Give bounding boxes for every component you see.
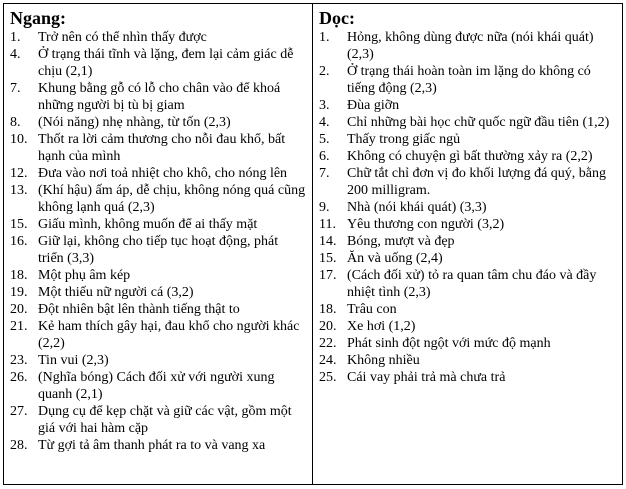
clue-number: 3. [319, 98, 330, 113]
down-clue-item [319, 165, 616, 199]
down-clue-item [319, 335, 616, 352]
clue-text: Trâu con [347, 302, 397, 317]
down-clue-item [319, 352, 616, 369]
clue-text: Từ gợi tả âm thanh phát ra to và vang xa [38, 438, 266, 453]
across-clue-item [10, 284, 306, 301]
down-clue-item [319, 131, 616, 148]
clue-number: 4. [319, 115, 330, 130]
down-title: Dọc: [319, 8, 355, 28]
across-clue-item [10, 165, 306, 182]
clue-text: Phát sinh đột ngột với mức độ mạnh [347, 336, 551, 351]
clue-number: 2. [319, 64, 330, 79]
clue-table [3, 3, 623, 485]
clue-text: Hỏng, không dùng được nữa (nói khái quát) (2,3) [347, 30, 594, 62]
down-clue-item [319, 29, 616, 63]
clue-text: Chỉ những bài học chữ quốc ngữ đầu tiên (1,2) [347, 115, 610, 130]
clue-number: 4. [10, 47, 21, 62]
clue-text: Chữ tắt chỉ đơn vị đo khối lượng đá quý, bằng 200 milligram. [347, 166, 607, 198]
clue-number: 6. [319, 149, 330, 164]
across-clue-item [10, 46, 306, 80]
clue-number: 18. [319, 302, 337, 317]
clue-text: Dụng cụ để kẹp chặt và giữ các vật, gồm một giá với hai hàm cặp [38, 404, 292, 436]
across-clue-item [10, 403, 306, 437]
clue-text: Không có chuyện gì bất thường xảy ra (2,2) [347, 149, 593, 164]
down-column [313, 4, 622, 484]
clue-text: Không nhiều [347, 353, 420, 368]
clue-number: 23. [10, 353, 28, 368]
clue-text: Bóng, mượt và đẹp [347, 234, 455, 249]
clue-number: 28. [10, 438, 28, 453]
clue-text: Khung bằng gỗ có lỗ cho chân vào để khoá những người bị tù bị giam [38, 81, 281, 113]
clue-text: Ăn và uống (2,4) [347, 251, 443, 266]
clue-text: Trở nên có thể nhìn thấy được [38, 30, 207, 45]
clue-text: Đột nhiên bật lên thành tiếng thật to [38, 302, 240, 317]
across-clue-item [10, 301, 306, 318]
clue-number: 7. [10, 81, 21, 96]
across-clue-item [10, 437, 306, 454]
down-clue-item [319, 369, 616, 386]
clue-number: 1. [319, 30, 330, 45]
across-clue-item [10, 318, 306, 352]
across-clue-list [10, 29, 306, 454]
clue-text: Thốt ra lời cảm thương cho nỗi đau khổ, bất hạnh của mình [38, 132, 286, 164]
across-clue-item [10, 216, 306, 233]
clue-number: 26. [10, 370, 28, 385]
clue-text: Một phụ âm kép [38, 268, 131, 283]
across-clue-item [10, 131, 306, 165]
clue-number: 25. [319, 370, 337, 385]
down-clue-item [319, 267, 616, 301]
down-clue-item [319, 318, 616, 335]
down-clue-item [319, 250, 616, 267]
clue-text: Xe hơi (1,2) [347, 319, 416, 334]
clue-number: 24. [319, 353, 337, 368]
across-clue-item [10, 114, 306, 131]
clue-text: (Nói năng) nhẹ nhàng, từ tốn (2,3) [38, 115, 231, 130]
clue-number: 22. [319, 336, 337, 351]
clue-number: 19. [10, 285, 28, 300]
clue-text: Tin vui (2,3) [38, 353, 109, 368]
clue-number: 12. [10, 166, 28, 181]
clue-text: Giữ lại, không cho tiếp tục hoạt động, phát triển (3,3) [38, 234, 279, 266]
clue-number: 5. [319, 132, 330, 147]
clue-text: (Nghĩa bóng) Cách đối xử với người xung quanh (2,1) [38, 370, 275, 402]
clue-text: Yêu thương con người (3,2) [347, 217, 505, 232]
clue-number: 14. [319, 234, 337, 249]
clue-text: Kẻ ham thích gây hại, đau khổ cho người khác (2,2) [38, 319, 300, 351]
clue-number: 7. [319, 166, 330, 181]
clue-number: 20. [10, 302, 28, 317]
clue-text: Một thiếu nữ người cá (3,2) [38, 285, 194, 300]
clue-number: 18. [10, 268, 28, 283]
across-clue-item [10, 80, 306, 114]
down-clue-item [319, 148, 616, 165]
clue-text: Nhà (nói khái quát) (3,3) [347, 200, 487, 215]
clue-text: Ở trạng thái tĩnh và lặng, đem lại cảm giác dễ chịu (2,1) [38, 47, 294, 79]
down-clue-item [319, 199, 616, 216]
clue-number: 15. [319, 251, 337, 266]
down-clue-item [319, 216, 616, 233]
across-clue-item [10, 182, 306, 216]
clue-text: Cái vay phải trả mà chưa trả [347, 370, 506, 385]
clue-text: Thấy trong giấc ngủ [347, 132, 461, 147]
clue-number: 15. [10, 217, 28, 232]
across-clue-item [10, 369, 306, 403]
across-title: Ngang: [10, 8, 67, 28]
clue-text: Giấu mình, không muốn để ai thấy mặt [38, 217, 258, 232]
clue-number: 10. [10, 132, 28, 147]
down-clue-item [319, 63, 616, 97]
across-clue-item [10, 29, 306, 46]
clue-number: 13. [10, 183, 28, 198]
down-clue-list [319, 29, 616, 386]
clue-number: 17. [319, 268, 337, 283]
down-clue-item [319, 233, 616, 250]
down-clue-item [319, 301, 616, 318]
clue-number: 16. [10, 234, 28, 249]
clue-number: 27. [10, 404, 28, 419]
clue-text: (Khí hậu) ấm áp, dễ chịu, không nóng quá cũng không lạnh quá (2,3) [38, 183, 306, 215]
clue-text: (Cách đối xử) tỏ ra quan tâm chu đáo và đầy nhiệt tình (2,3) [347, 268, 597, 300]
clue-number: 11. [319, 217, 336, 232]
clue-number: 8. [10, 115, 21, 130]
clue-number: 9. [319, 200, 330, 215]
down-clue-item [319, 97, 616, 114]
clue-text: Đùa giỡn [347, 98, 400, 113]
across-clue-item [10, 267, 306, 284]
clue-number: 21. [10, 319, 28, 334]
across-clue-item [10, 233, 306, 267]
across-clue-item [10, 352, 306, 369]
clue-text: Đưa vào nơi toả nhiệt cho khô, cho nóng lên [38, 166, 288, 181]
down-clue-item [319, 114, 616, 131]
clue-text: Ở trạng thái hoàn toàn im lặng do không có tiếng động (2,3) [347, 64, 591, 96]
clue-number: 1. [10, 30, 21, 45]
across-column [4, 4, 313, 484]
clue-number: 20. [319, 319, 337, 334]
